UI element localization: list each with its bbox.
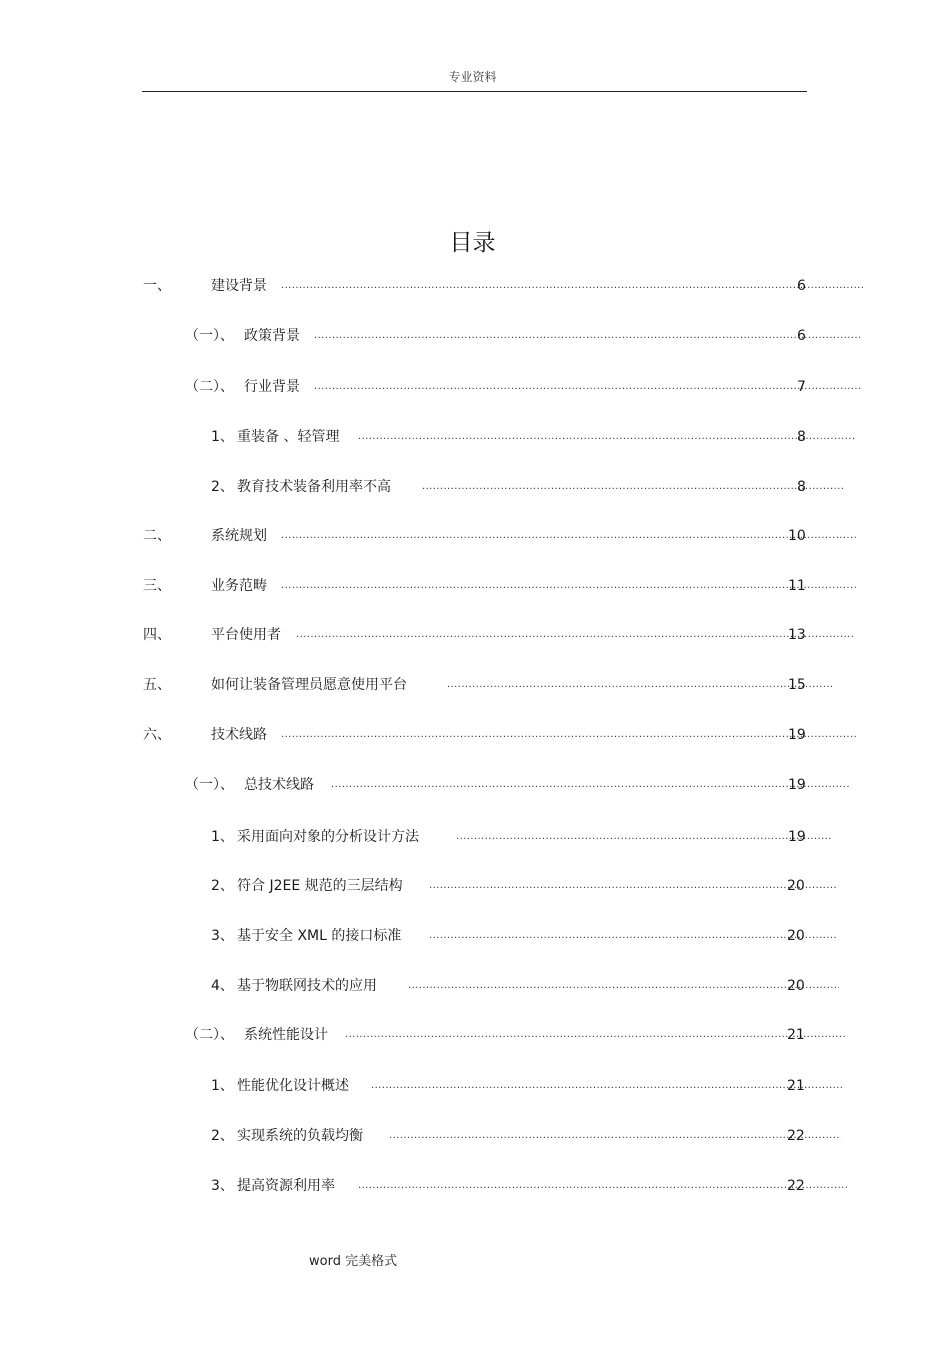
toc-entry[interactable]: [185, 326, 860, 346]
toc-entry[interactable]: [143, 526, 857, 546]
toc-entry[interactable]: [143, 276, 865, 296]
toc-entry-page: 20: [787, 978, 805, 994]
toc-entry-number: 六、: [143, 727, 171, 743]
toc-entry[interactable]: [211, 1176, 847, 1196]
toc-entry[interactable]: [185, 377, 860, 397]
toc-leader-dots: [447, 675, 833, 695]
toc-entry-text: 重装备 、轻管理: [237, 429, 340, 445]
toc-leader-dots: [358, 1176, 847, 1196]
toc-entry-page: 10: [788, 528, 806, 544]
toc-leader-dots: [331, 775, 849, 795]
toc-leader-dots: [422, 477, 845, 497]
toc-leader-dots: [456, 827, 831, 847]
toc-leader-dots: [314, 326, 860, 346]
page-footer: word 完美格式: [309, 1254, 398, 1269]
toc-entry-number: （一）、: [185, 328, 234, 344]
toc-entry-page: 21: [787, 1027, 805, 1043]
toc-entry-number: 五、: [143, 677, 171, 693]
toc-entry-number: 三、: [143, 578, 171, 594]
toc-entry[interactable]: [211, 1126, 841, 1146]
toc-entry-text: 技术线路: [211, 727, 267, 743]
toc-entry-text: 提高资源利用率: [237, 1178, 335, 1194]
toc-entry-number: （一）、: [185, 777, 234, 793]
toc-entry[interactable]: [211, 827, 831, 847]
toc-entry-text: 总技术线路: [244, 777, 314, 793]
toc-entry-text: 系统性能设计: [244, 1027, 328, 1043]
toc-entry-number: 一、: [143, 278, 171, 294]
toc-entry-text: 基于物联网技术的应用: [237, 978, 377, 994]
toc-leader-dots: [281, 276, 865, 296]
toc-entry-page: 6: [797, 328, 806, 344]
toc-entry-page: 22: [787, 1178, 805, 1194]
toc-entry-text: 如何让装备管理员愿意使用平台: [211, 677, 407, 693]
toc-leader-dots: [314, 377, 860, 397]
toc-entry-number: 2、: [211, 1128, 234, 1144]
toc-entry-number: （二）、: [185, 1027, 234, 1043]
toc-entry-number: 4、: [211, 978, 234, 994]
toc-entry[interactable]: [211, 1076, 843, 1096]
toc-entry-number: 四、: [143, 627, 171, 643]
toc-entry[interactable]: [143, 725, 857, 745]
toc-entry-page: 13: [788, 627, 806, 643]
toc-entry-number: 2、: [211, 878, 234, 894]
toc-entry-text: 业务范畴: [211, 578, 267, 594]
toc-entry-page: 15: [788, 677, 806, 693]
toc-entry-text: 采用面向对象的分析设计方法: [237, 829, 419, 845]
toc-leader-dots: [281, 576, 857, 596]
toc-entry[interactable]: [143, 576, 857, 596]
toc-entry-text: 平台使用者: [211, 627, 281, 643]
toc-entry-number: 2、: [211, 479, 234, 495]
toc-entry-page: 19: [788, 829, 806, 845]
toc-entry-page: 8: [797, 429, 806, 445]
toc-entry[interactable]: [211, 427, 855, 447]
toc-entry-text: 行业背景: [244, 379, 300, 395]
toc-entry-page: 20: [787, 878, 805, 894]
toc-leader-dots: [408, 976, 839, 996]
toc-leader-dots: [296, 625, 854, 645]
toc-entry-page: 22: [787, 1128, 805, 1144]
toc-entry-number: 3、: [211, 1178, 234, 1194]
toc-entry[interactable]: [211, 477, 845, 497]
toc-entry[interactable]: [211, 976, 839, 996]
toc-entry-text: 基于安全 XML 的接口标准: [237, 928, 402, 944]
toc-entry-number: 1、: [211, 829, 234, 845]
toc-entry-text: 教育技术装备利用率不高: [237, 479, 391, 495]
toc-entry-page: 19: [788, 727, 806, 743]
toc-entry-page: 8: [797, 479, 806, 495]
toc-entry-number: 1、: [211, 1078, 234, 1094]
toc-entry-text: 符合 J2EE 规范的三层结构: [237, 878, 403, 894]
toc-entry[interactable]: [143, 625, 854, 645]
toc-leader-dots: [358, 427, 855, 447]
page-header: 专业资料: [448, 70, 497, 84]
toc-entry[interactable]: [185, 1025, 847, 1045]
toc-leader-dots: [429, 926, 836, 946]
toc-entry-text: 实现系统的负载均衡: [237, 1128, 363, 1144]
toc-entry-number: 1、: [211, 429, 234, 445]
toc-entry[interactable]: [185, 775, 849, 795]
toc-entry-text: 系统规划: [211, 528, 267, 544]
toc-leader-dots: [371, 1076, 843, 1096]
toc-entry-page: 21: [787, 1078, 805, 1094]
toc-entry[interactable]: [143, 675, 833, 695]
toc-title: 目录: [449, 230, 496, 256]
toc-entry-number: 二、: [143, 528, 171, 544]
toc-entry-number: （二）、: [185, 379, 234, 395]
toc-entry-page: 19: [788, 777, 806, 793]
toc-leader-dots: [389, 1126, 841, 1146]
header-rule: [142, 91, 807, 92]
toc-entry-page: 6: [797, 278, 806, 294]
toc-leader-dots: [281, 725, 857, 745]
toc-entry[interactable]: [211, 876, 836, 896]
toc-entry-text: 政策背景: [244, 328, 300, 344]
toc-entry-text: 建设背景: [211, 278, 267, 294]
toc-leader-dots: [429, 876, 836, 896]
toc-entry[interactable]: [211, 926, 836, 946]
toc-entry-page: 7: [797, 379, 806, 395]
toc-entry-number: 3、: [211, 928, 234, 944]
toc-leader-dots: [281, 526, 857, 546]
toc-leader-dots: [345, 1025, 847, 1045]
toc-entry-page: 20: [787, 928, 805, 944]
toc-entry-text: 性能优化设计概述: [237, 1078, 349, 1094]
toc-entry-page: 11: [788, 578, 806, 594]
